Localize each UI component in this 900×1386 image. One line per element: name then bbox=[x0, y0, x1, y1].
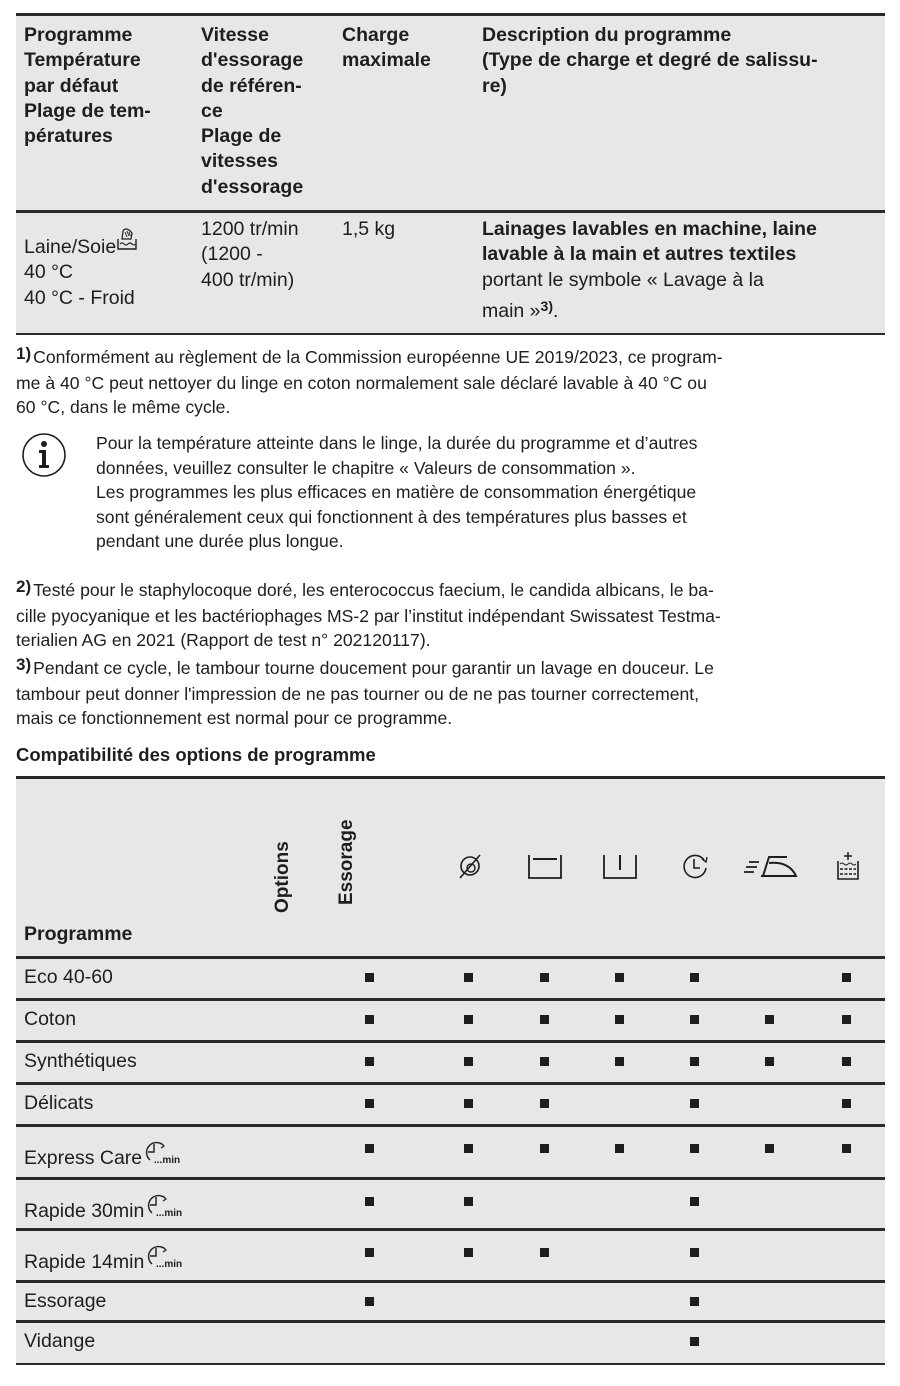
programme-label: Eco 40-60 bbox=[24, 966, 113, 988]
header-line: Programme bbox=[24, 24, 133, 46]
compatible-mark bbox=[765, 1015, 774, 1024]
programme-label: Vidange bbox=[24, 1330, 96, 1352]
programme-cell bbox=[24, 227, 138, 311]
compatible-mark bbox=[365, 1057, 374, 1066]
footnote-number: 2) bbox=[16, 577, 32, 596]
timer-min-icon bbox=[145, 1140, 191, 1166]
compatible-mark bbox=[690, 1297, 699, 1306]
compatible-mark bbox=[365, 1248, 374, 1257]
svg-text:...min: ...min bbox=[154, 1155, 181, 1166]
header-line: maximale bbox=[342, 49, 431, 72]
compatible-mark bbox=[464, 973, 473, 982]
header-line: Vitesse bbox=[201, 24, 269, 46]
header-programme bbox=[24, 23, 151, 149]
info-line: Pour la température atteinte dans le linge, la durée du programme et d’autres bbox=[96, 433, 698, 453]
footnote-line: tambour peut donner l'impression de ne pas tourner ou de ne pas tourner correctement, bbox=[16, 683, 700, 704]
description-bold-line: lavable à la main et autres textiles bbox=[482, 243, 797, 266]
programme-name bbox=[24, 1008, 76, 1031]
temperature-range: 40 °C - Froid bbox=[24, 286, 135, 309]
compatible-mark bbox=[842, 973, 851, 982]
programme-label: Express Care bbox=[24, 1147, 143, 1169]
table-row bbox=[16, 1280, 885, 1320]
programme-name: Laine/Soie bbox=[24, 236, 117, 258]
header-line: re) bbox=[482, 74, 507, 97]
compatible-mark bbox=[615, 1057, 624, 1066]
table-row bbox=[16, 998, 885, 1040]
programme-table bbox=[16, 13, 885, 335]
compatible-mark bbox=[690, 1099, 699, 1108]
compatible-mark bbox=[842, 1057, 851, 1066]
info-line: sont généralement ceux qui fonctionnent à des températures plus basses et bbox=[96, 506, 687, 527]
programme-label: Rapide 14min bbox=[24, 1251, 145, 1273]
default-temperature: 40 °C bbox=[24, 261, 73, 284]
footnote-number: 3) bbox=[16, 655, 32, 674]
header-line: (Type de charge et degré de salissu- bbox=[482, 49, 818, 72]
prewash-icon bbox=[527, 851, 563, 881]
easy-iron-icon bbox=[743, 851, 803, 881]
header-divider bbox=[16, 210, 885, 213]
footnote-ref: 3) bbox=[540, 297, 553, 314]
spin-speed-line: 1200 tr/min bbox=[201, 218, 299, 240]
hand-wash-icon bbox=[116, 227, 138, 251]
programme-name bbox=[24, 1330, 95, 1353]
compatible-mark bbox=[765, 1144, 774, 1153]
info-line: Les programmes les plus efficaces en matière de consommation énergétique bbox=[96, 482, 697, 502]
compatible-mark bbox=[615, 1015, 624, 1024]
programme-label: Essorage bbox=[24, 1290, 107, 1312]
compatible-mark bbox=[690, 973, 699, 982]
svg-text:...min: ...min bbox=[156, 1259, 183, 1270]
compatible-mark bbox=[690, 1337, 699, 1346]
table-row bbox=[16, 1177, 885, 1228]
footnote-number: 1) bbox=[16, 344, 32, 363]
description-bold-line: Lainages lavables en machine, laine bbox=[482, 218, 817, 240]
programme-label: Rapide 30min bbox=[24, 1200, 145, 1222]
header-line: pératures bbox=[24, 125, 113, 148]
compatible-mark bbox=[365, 1015, 374, 1024]
description-last-line bbox=[482, 299, 817, 324]
timer-min-icon bbox=[147, 1193, 193, 1219]
compatible-mark bbox=[540, 1015, 549, 1024]
footnote-line: Pendant ce cycle, le tambour tourne doucement pour garantir un lavage en douceur. Le bbox=[33, 658, 714, 678]
compatible-mark bbox=[464, 1197, 473, 1206]
compatible-mark bbox=[365, 1297, 374, 1306]
compatible-mark bbox=[690, 1015, 699, 1024]
max-load-cell bbox=[342, 217, 395, 242]
table-row bbox=[16, 1082, 885, 1124]
compatible-mark bbox=[615, 973, 624, 982]
compatible-mark bbox=[540, 1099, 549, 1108]
compatible-mark bbox=[540, 1248, 549, 1257]
footnote-line: Testé pour le staphylocoque doré, les enterococcus faecium, le candida albicans, le ba- bbox=[33, 580, 714, 600]
programme-label: Coton bbox=[24, 1008, 77, 1030]
header-line: Plage de tem- bbox=[24, 99, 151, 122]
compatible-mark bbox=[464, 1144, 473, 1153]
table-row bbox=[16, 1320, 885, 1365]
programme-name-line bbox=[24, 227, 138, 260]
header-programme: Programme bbox=[24, 923, 133, 945]
header-line: d'essorage bbox=[201, 49, 304, 72]
header-line: de référen- bbox=[201, 74, 302, 97]
no-spin-icon bbox=[452, 851, 488, 881]
compatible-mark bbox=[464, 1099, 473, 1108]
header-line: Description du programme bbox=[482, 24, 732, 46]
header-line: par défaut bbox=[24, 74, 119, 97]
soak-icon bbox=[602, 851, 638, 881]
header-options: Options bbox=[272, 841, 293, 913]
table-row bbox=[16, 1228, 885, 1280]
header-line: d'essorage bbox=[201, 175, 304, 198]
footnote-line: 60 °C, dans le même cycle. bbox=[16, 397, 231, 417]
programme-name bbox=[24, 1140, 191, 1170]
description-line: portant le symbole « Lavage à la bbox=[482, 268, 764, 291]
spin-speed-line: (1200 - bbox=[201, 243, 263, 266]
compatibility-title: Compatibilité des options de programme bbox=[16, 744, 376, 765]
compatible-mark bbox=[464, 1057, 473, 1066]
compatible-mark bbox=[690, 1144, 699, 1153]
footnote-line: terialien AG en 2021 (Rapport de test n° 202120117). bbox=[16, 630, 431, 650]
compatible-mark bbox=[540, 973, 549, 982]
timer-min-icon bbox=[147, 1244, 193, 1270]
header-line: Température bbox=[24, 49, 141, 72]
compatible-mark bbox=[365, 1144, 374, 1153]
header-line: vitesses bbox=[201, 150, 278, 173]
compatible-mark bbox=[842, 1144, 851, 1153]
compatible-mark bbox=[464, 1015, 473, 1024]
info-note bbox=[96, 431, 876, 554]
spin-speed-line: 400 tr/min) bbox=[201, 268, 295, 291]
table-row bbox=[16, 956, 885, 998]
footnote-2 bbox=[16, 578, 886, 653]
compatible-mark bbox=[765, 1057, 774, 1066]
max-load-value: 1,5 kg bbox=[342, 218, 396, 240]
programme-name bbox=[24, 1092, 93, 1115]
compatible-mark bbox=[540, 1144, 549, 1153]
footnote-1 bbox=[16, 345, 886, 420]
description-text: main » bbox=[482, 299, 541, 322]
programme-name bbox=[24, 1290, 106, 1313]
compatible-mark bbox=[690, 1248, 699, 1257]
programme-name bbox=[24, 1193, 193, 1223]
header-max-load bbox=[342, 23, 431, 74]
footnote-line: me à 40 °C peut nettoyer du linge en coton normalement sale déclaré lavable à 40 °C ou bbox=[16, 372, 707, 393]
table-row bbox=[16, 1040, 885, 1082]
svg-text:...min: ...min bbox=[156, 1208, 183, 1219]
spin-speed-cell bbox=[201, 217, 299, 293]
header-description bbox=[482, 23, 818, 99]
programme-label: Délicats bbox=[24, 1092, 94, 1114]
programme-label: Synthétiques bbox=[24, 1050, 137, 1072]
header-line: ce bbox=[201, 99, 223, 122]
footnote-line: cille pyocyanique et les bactériophages MS-2 par l’institut indépendant Swissatest Testma- bbox=[16, 605, 721, 626]
header-line: Plage de bbox=[201, 125, 282, 148]
info-line: données, veuillez consulter le chapitre « Valeurs de consommation ». bbox=[96, 457, 636, 478]
header-spin-speed bbox=[201, 23, 303, 200]
compatible-mark bbox=[540, 1057, 549, 1066]
compatible-mark bbox=[690, 1057, 699, 1066]
programme-name bbox=[24, 1050, 137, 1073]
info-icon bbox=[21, 432, 67, 478]
extra-rinse-icon bbox=[830, 851, 866, 881]
footnote-line: Conformément au règlement de la Commission européenne UE 2019/2023, ce program- bbox=[33, 347, 723, 367]
table-row bbox=[16, 1124, 885, 1177]
header-essorage: Essorage bbox=[336, 819, 357, 905]
compatible-mark bbox=[842, 1015, 851, 1024]
compatible-mark bbox=[464, 1248, 473, 1257]
programme-name bbox=[24, 966, 113, 989]
compatible-mark bbox=[365, 973, 374, 982]
header-line: Charge bbox=[342, 24, 410, 46]
description-period: . bbox=[552, 299, 559, 322]
compatible-mark bbox=[842, 1099, 851, 1108]
info-line: pendant une durée plus longue. bbox=[96, 531, 344, 551]
programme-name bbox=[24, 1244, 193, 1274]
compatibility-table bbox=[16, 776, 885, 1364]
footnote-line: mais ce fonctionnement est normal pour ce programme. bbox=[16, 708, 453, 728]
time-manager-icon bbox=[677, 851, 713, 881]
compatible-mark bbox=[365, 1197, 374, 1206]
compatible-mark bbox=[615, 1144, 624, 1153]
description-cell bbox=[482, 217, 817, 324]
compatible-mark bbox=[365, 1099, 374, 1108]
compatible-mark bbox=[690, 1197, 699, 1206]
footnote-3 bbox=[16, 656, 886, 731]
